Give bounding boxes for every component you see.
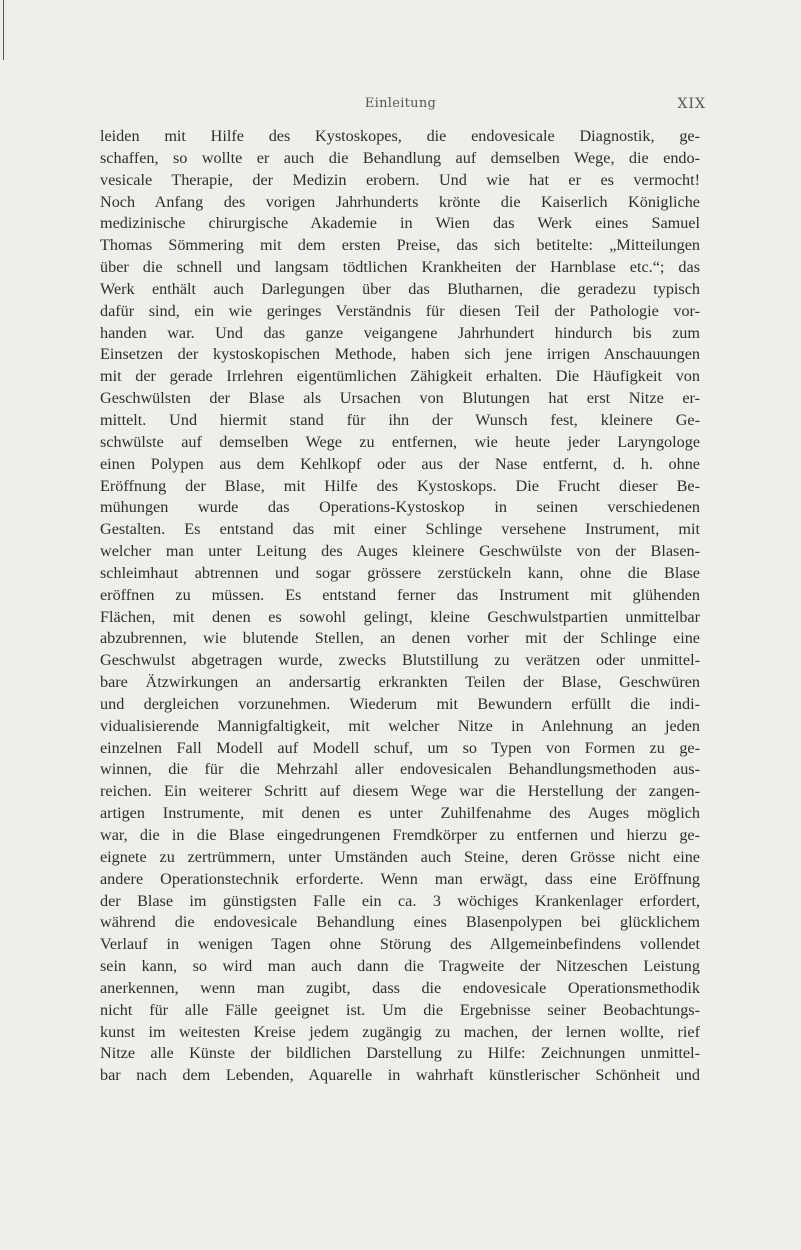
text-line: der Blase im günstigsten Falle ein ca. 3 wöchiges Krankenlager erfordert,	[100, 891, 700, 910]
text-line: vidualisierende Mannigfaltigkeit, mit welcher Nitze in Anlehnung an jeden	[100, 716, 700, 735]
text-line: mühungen wurde das Operations-Kystoskop in seinen verschiedenen	[100, 498, 700, 517]
text-line: Flächen, mit denen es sowohl gelingt, kleine Geschwulstpartien unmittelbar	[100, 607, 700, 626]
text-line: schaffen, so wollte er auch die Behandlung auf demselben Wege, die endo-	[100, 148, 700, 167]
text-line: Noch Anfang des vorigen Jahrhunderts krönte die Kaiserlich Königliche	[100, 192, 700, 211]
text-line: andere Operationstechnik erforderte. Wenn man erwägt, dass eine Eröffnung	[100, 869, 700, 888]
text-line: Gestalten. Es entstand das mit einer Schlinge versehene Instrument, mit	[100, 520, 700, 539]
text-line: Geschwülsten der Blase als Ursachen von Blutungen hat erst Nitze er-	[100, 389, 700, 408]
text-line: mittelt. Und hiermit stand für ihn der Wunsch fest, kleinere Ge-	[100, 410, 700, 429]
text-line: Verlauf in wenigen Tagen ohne Störung des Allgemeinbefindens vollendet	[100, 935, 700, 954]
text-line: abzubrennen, wie blutende Stellen, an denen vorher mit der Schlinge eine	[100, 629, 700, 648]
text-line: eröffnen zu müssen. Es entstand ferner das Instrument mit glühenden	[100, 585, 700, 604]
text-line: vesicale Therapie, der Medizin erobern. Und wie hat er es vermocht!	[100, 170, 700, 189]
text-line: eignete zu zertrümmern, unter Umständen auch Steine, deren Grösse nicht eine	[100, 847, 700, 866]
text-line: über die schnell und langsam tödtlichen Krankheiten der Harnblase etc.“; das	[100, 258, 700, 277]
text-line: Einsetzen der kystoskopischen Methode, haben sich jene irrigen Anschauungen	[100, 345, 700, 364]
text-line: war, die in die Blase eingedrungenen Fremdkörper zu entfernen und hierzu ge-	[100, 826, 700, 844]
text-line: artigen Instrumente, mit denen es unter Zuhilfenahme des Auges möglich	[100, 804, 700, 823]
text-line: anerkennen, wenn man zugibt, dass die endovesicale Operationsmethodik	[100, 978, 700, 997]
text-line: handen war. Und das ganze veigangene Jahrhundert hindurch bis zum	[100, 323, 700, 342]
text-line: Thomas Sömmering mit dem ersten Preise, das sich betitelte: „Mitteilungen	[100, 236, 700, 255]
text-line: winnen, die für die Mehrzahl aller endovesicalen Behandlungsmethoden aus-	[100, 760, 700, 779]
text-line: schwülste auf demselben Wege zu entfernen, wie heute jeder Laryngologe	[100, 432, 700, 451]
text-line: sein kann, so wird man auch dann die Tragweite der Nitzeschen Leistung	[100, 957, 700, 976]
text-line: dafür sind, ein wie geringes Verständnis für diesen Teil der Pathologie vor-	[100, 301, 700, 320]
text-line: leiden mit Hilfe des Kystoskopes, die endovesicale Diagnostik, ge-	[100, 127, 700, 145]
text-line: reichen. Ein weiterer Schritt auf diesem Wege war die Herstellung der zangen-	[100, 782, 700, 801]
text-line: einzelnen Fall Modell auf Modell schuf, um so Typen von Formen zu ge-	[100, 738, 700, 757]
text-line: mit der gerade Irrlehren eigentümlichen Zähigkeit erhalten. Die Häufigkeit von	[100, 367, 700, 386]
page-header	[0, 96, 801, 116]
text-line: bare Ätzwirkungen an andersartig erkrankten Teilen der Blase, Geschwüren	[100, 673, 700, 692]
text-line: nicht für alle Fälle geeignet ist. Um die Ergebnisse seiner Beobachtungs-	[100, 1000, 700, 1019]
text-line: schleimhaut abtrennen und sogar grössere zerstückeln kann, ohne die Blase	[100, 563, 700, 582]
page-edge-line	[3, 0, 4, 60]
page-number: XIX	[677, 96, 706, 112]
text-line: kunst im weitesten Kreise jedem zugängig zu machen, der lernen wollte, rief	[100, 1022, 700, 1041]
body-text	[100, 126, 700, 1087]
text-line: während die endovesicale Behandlung eines Blasenpolypen bei glücklichem	[100, 913, 700, 932]
text-line: medizinische chirurgische Akademie in Wien das Werk eines Samuel	[100, 214, 700, 233]
running-title: Einleitung	[364, 96, 437, 111]
text-line: welcher man unter Leitung des Auges kleinere Geschwülste von der Blasen-	[100, 542, 700, 561]
text-line: Werk enthält auch Darlegungen über das Blutharnen, die geradezu typisch	[100, 279, 700, 298]
text-line: Geschwulst abgetragen wurde, zwecks Blutstillung zu verätzen oder unmittel-	[100, 651, 700, 670]
text-line: bar nach dem Lebenden, Aquarelle in wahrhaft künstlerischer Schönheit und	[100, 1066, 700, 1085]
text-line: Nitze alle Künste der bildlichen Darstellung zu Hilfe: Zeichnungen unmittel-	[100, 1044, 700, 1063]
text-line: einen Polypen aus dem Kehlkopf oder aus der Nase entfernt, d. h. ohne	[100, 454, 700, 473]
text-line: Eröffnung der Blase, mit Hilfe des Kystoskops. Die Frucht dieser Be-	[100, 476, 700, 495]
text-line: und dergleichen vorzunehmen. Wiederum mit Bewundern erfüllt die indi-	[100, 694, 700, 713]
